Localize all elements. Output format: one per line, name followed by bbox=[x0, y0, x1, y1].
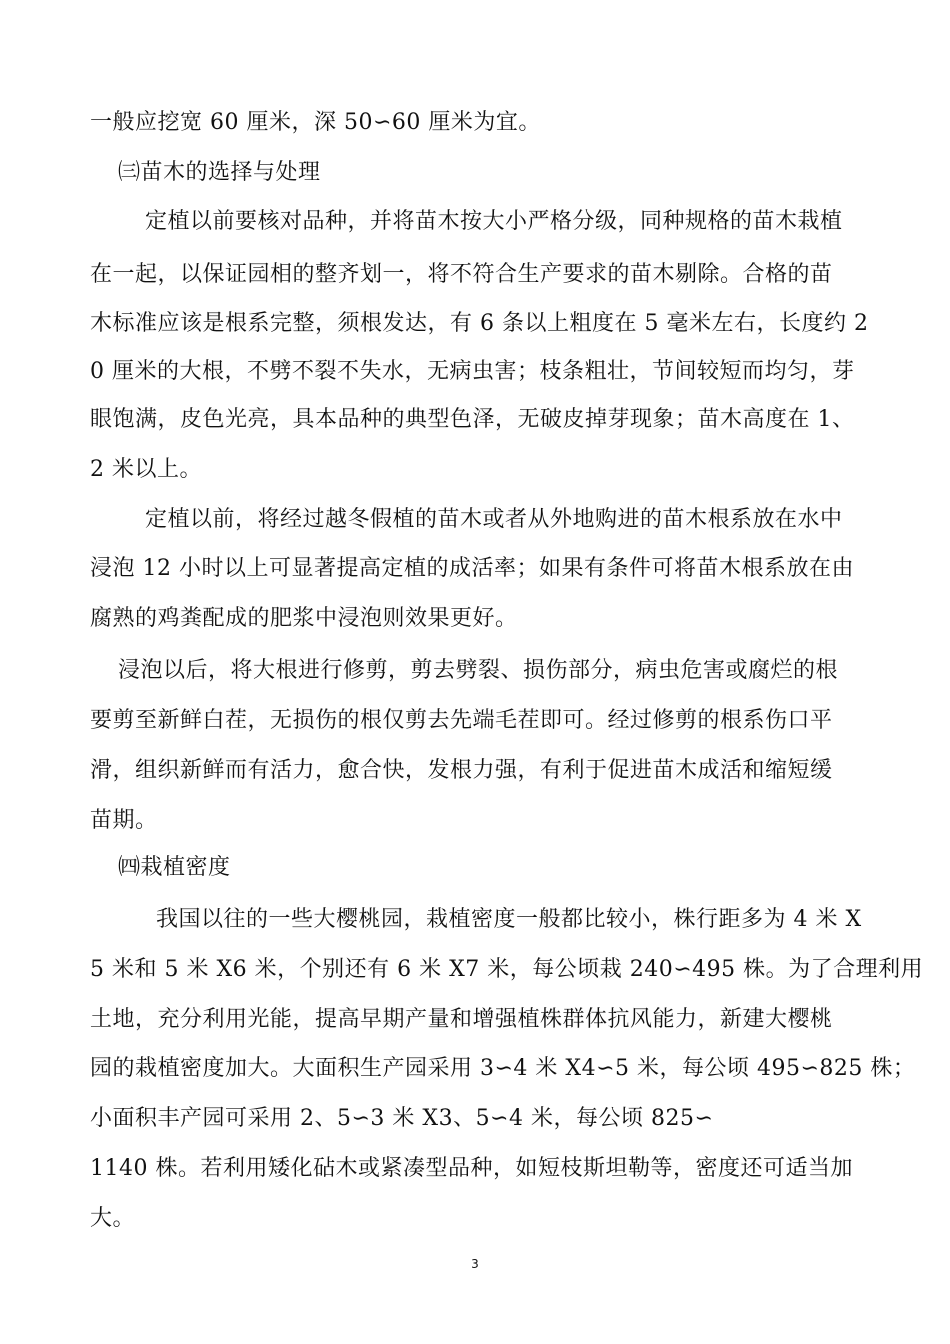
text-line: 0 厘米的大根，不劈不裂不失水，无病虫害；枝条粗壮，节间较短而均匀，芽 bbox=[90, 359, 855, 384]
text-line: 定植以前要核对品种，并将苗木按大小严格分级，同种规格的苗木栽植 bbox=[145, 209, 843, 234]
section-heading: ㈣栽植密度 bbox=[118, 855, 231, 880]
page-number: 3 bbox=[471, 1257, 479, 1271]
text-line: 要剪至新鲜白茬，无损伤的根仅剪去先端毛茬即可。经过修剪的根系伤口平 bbox=[90, 708, 833, 733]
text-line: 苗期。 bbox=[90, 808, 158, 833]
text-line: 小面积丰产园可采用 2、5∽3 米 X3、5∽4 米，每公顷 825∽ bbox=[90, 1106, 714, 1131]
text-line: 滑，组织新鲜而有活力，愈合快，发根力强，有利于促进苗木成活和缩短缓 bbox=[90, 758, 833, 783]
text-line: 木标准应该是根系完整，须根发达，有 6 条以上粗度在 5 毫米左右，长度约 2 bbox=[90, 311, 869, 336]
text-line: 浸泡 12 小时以上可显著提高定植的成活率；如果有条件可将苗木根系放在由 bbox=[90, 556, 854, 581]
section-heading: ㈢苗木的选择与处理 bbox=[118, 160, 321, 185]
text-line: 大。 bbox=[90, 1206, 136, 1231]
text-line: 浸泡以后，将大根进行修剪，剪去劈裂、损伤部分，病虫危害或腐烂的根 bbox=[118, 658, 839, 683]
text-line: 定植以前，将经过越冬假植的苗木或者从外地购进的苗木根系放在水中 bbox=[145, 507, 843, 532]
text-line: 在一起，以保证园相的整齐划一，将不符合生产要求的苗木剔除。合格的苗 bbox=[90, 262, 833, 287]
text-line: 眼饱满，皮色光亮，具本品种的典型色泽，无破皮掉芽现象；苗木高度在 1、 bbox=[90, 407, 855, 432]
text-line: 一般应挖宽 60 厘米，深 50∽60 厘米为宜。 bbox=[90, 110, 541, 135]
text-line: 5 米和 5 米 X6 米，个别还有 6 米 X7 米，每公顷栽 240∽495 株。为了合理利用 bbox=[90, 957, 924, 982]
text-line: 我国以往的一些大樱桃园，栽植密度一般都比较小，株行距多为 4 米 X bbox=[156, 907, 862, 932]
text-line: 1140 株。若利用矮化砧木或紧凑型品种，如短枝斯坦勒等，密度还可适当加 bbox=[90, 1156, 853, 1181]
text-line: 腐熟的鸡粪配成的肥浆中浸泡则效果更好。 bbox=[90, 606, 518, 631]
text-line: 2 米以上。 bbox=[90, 457, 202, 482]
text-line: 园的栽植密度加大。大面积生产园采用 3∽4 米 X4∽5 米，每公顷 495∽825 株； bbox=[90, 1056, 916, 1081]
text-line: 土地，充分利用光能，提高早期产量和增强植株群体抗风能力，新建大樱桃 bbox=[90, 1007, 833, 1032]
